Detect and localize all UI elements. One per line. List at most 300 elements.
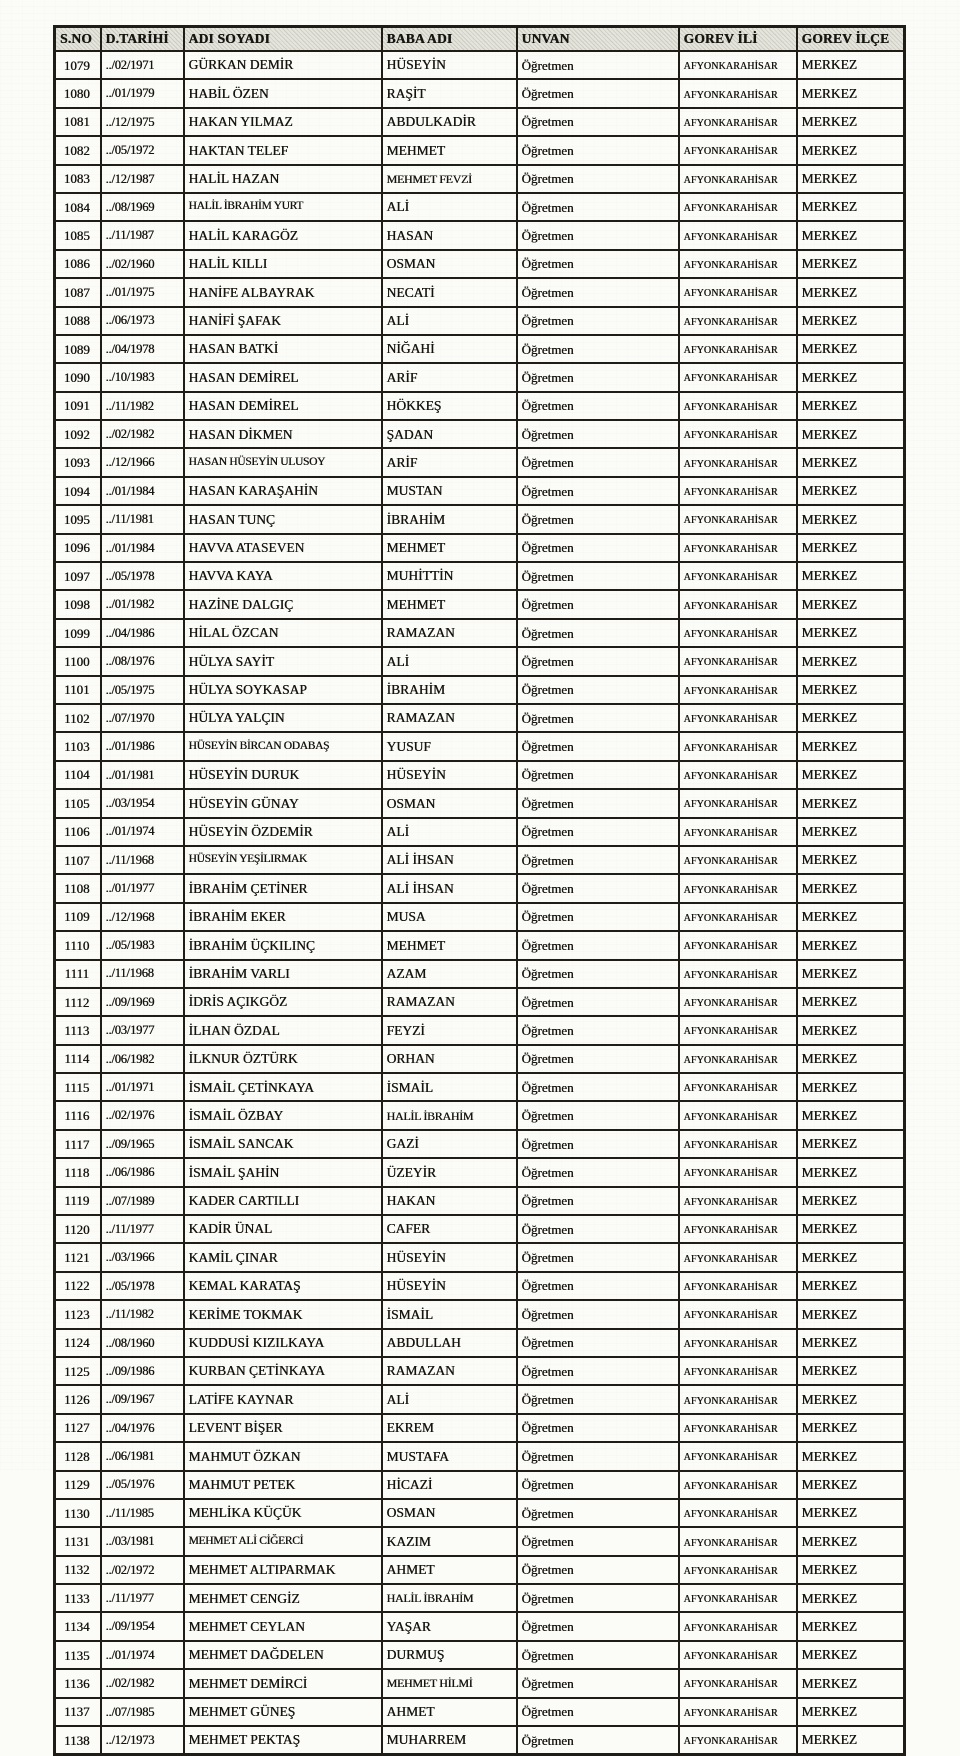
cell-gorev_ili: AFYONKARAHİSAR (679, 1329, 797, 1357)
cell-unvan: Öğretmen (517, 79, 679, 107)
cell-baba_adi: AZAM (382, 960, 517, 988)
cell-gorev_ili: AFYONKARAHİSAR (679, 420, 797, 448)
cell-gorev_ili: AFYONKARAHİSAR (679, 363, 797, 391)
table-row (55, 1612, 905, 1640)
cell-baba_adi: İSMAİL (382, 1300, 517, 1328)
cell-gorev_ilce: MERKEZ (797, 846, 905, 874)
column-header-unvan: UNVAN (517, 27, 679, 52)
cell-unvan: Öğretmen (517, 250, 679, 278)
cell-sno: 1089 (55, 335, 101, 363)
cell-gorev_ilce: MERKEZ (797, 448, 905, 476)
cell-dtarihi: ../02/1982 (101, 1669, 184, 1697)
cell-unvan: Öğretmen (517, 1612, 679, 1640)
cell-adi_soyadi: İSMAİL ŞAHİN (184, 1158, 382, 1186)
cell-sno: 1138 (55, 1726, 101, 1755)
table-header (55, 27, 905, 52)
cell-unvan: Öğretmen (517, 903, 679, 931)
cell-sno: 1083 (55, 165, 101, 193)
cell-unvan: Öğretmen (517, 988, 679, 1016)
cell-adi_soyadi: KADİR ÜNAL (184, 1215, 382, 1243)
cell-adi_soyadi: GÜRKAN DEMİR (184, 51, 382, 79)
cell-gorev_ilce: MERKEZ (797, 1357, 905, 1385)
cell-baba_adi: ALİ İHSAN (382, 874, 517, 902)
cell-gorev_ili: AFYONKARAHİSAR (679, 562, 797, 590)
cell-unvan: Öğretmen (517, 818, 679, 846)
cell-baba_adi: ALİ İHSAN (382, 846, 517, 874)
table-row (55, 619, 905, 647)
cell-sno: 1098 (55, 590, 101, 618)
table-row (55, 931, 905, 959)
cell-sno: 1132 (55, 1556, 101, 1584)
cell-gorev_ilce: MERKEZ (797, 505, 905, 533)
cell-adi_soyadi: HÜSEYİN YEŞİLIRMAK (184, 846, 382, 874)
cell-adi_soyadi: HALİL İBRAHİM YURT (184, 193, 382, 221)
cell-unvan: Öğretmen (517, 335, 679, 363)
cell-gorev_ili: AFYONKARAHİSAR (679, 307, 797, 335)
cell-baba_adi: AHMET (382, 1698, 517, 1726)
cell-unvan: Öğretmen (517, 1556, 679, 1584)
cell-gorev_ilce: MERKEZ (797, 1300, 905, 1328)
table-row (55, 1158, 905, 1186)
cell-gorev_ili: AFYONKARAHİSAR (679, 1073, 797, 1101)
table-row (55, 250, 905, 278)
cell-adi_soyadi: HAVVA KAYA (184, 562, 382, 590)
cell-adi_soyadi: HAKAN YILMAZ (184, 108, 382, 136)
cell-sno: 1084 (55, 193, 101, 221)
cell-dtarihi: ../05/1983 (101, 931, 184, 959)
cell-baba_adi: MEHMET (382, 590, 517, 618)
table-row (55, 1385, 905, 1413)
cell-gorev_ilce: MERKEZ (797, 1556, 905, 1584)
cell-dtarihi: ../11/1982 (101, 392, 184, 420)
cell-unvan: Öğretmen (517, 363, 679, 391)
cell-baba_adi: ÜZEYİR (382, 1158, 517, 1186)
cell-unvan: Öğretmen (517, 1073, 679, 1101)
cell-gorev_ili: AFYONKARAHİSAR (679, 1272, 797, 1300)
cell-unvan: Öğretmen (517, 1243, 679, 1271)
cell-gorev_ilce: MERKEZ (797, 1130, 905, 1158)
cell-gorev_ilce: MERKEZ (797, 1471, 905, 1499)
cell-adi_soyadi: HÜLYA SOYKASAP (184, 676, 382, 704)
cell-gorev_ili: AFYONKARAHİSAR (679, 51, 797, 79)
cell-baba_adi: RAMAZAN (382, 704, 517, 732)
cell-unvan: Öğretmen (517, 846, 679, 874)
cell-sno: 1112 (55, 988, 101, 1016)
cell-baba_adi: HÜSEYİN (382, 761, 517, 789)
cell-adi_soyadi: MEHMET DEMİRCİ (184, 1669, 382, 1697)
cell-sno: 1118 (55, 1158, 101, 1186)
cell-gorev_ilce: MERKEZ (797, 1016, 905, 1044)
cell-gorev_ilce: MERKEZ (797, 789, 905, 817)
table-row (55, 278, 905, 306)
cell-sno: 1090 (55, 363, 101, 391)
cell-dtarihi: ../06/1981 (101, 1442, 184, 1470)
cell-sno: 1114 (55, 1045, 101, 1073)
cell-baba_adi: FEYZİ (382, 1016, 517, 1044)
cell-dtarihi: ../11/1981 (101, 505, 184, 533)
cell-adi_soyadi: MAHMUT ÖZKAN (184, 1442, 382, 1470)
cell-baba_adi: DURMUŞ (382, 1641, 517, 1669)
cell-adi_soyadi: LATİFE KAYNAR (184, 1385, 382, 1413)
cell-sno: 1085 (55, 221, 101, 249)
cell-dtarihi: ../08/1976 (101, 647, 184, 675)
cell-gorev_ili: AFYONKARAHİSAR (679, 278, 797, 306)
cell-gorev_ilce: MERKEZ (797, 818, 905, 846)
table-row (55, 534, 905, 562)
cell-dtarihi: ../07/1989 (101, 1187, 184, 1215)
cell-adi_soyadi: MEHMET CEYLAN (184, 1612, 382, 1640)
cell-baba_adi: HALİL İBRAHİM (382, 1101, 517, 1129)
cell-adi_soyadi: KEMAL KARATAŞ (184, 1272, 382, 1300)
cell-gorev_ili: AFYONKARAHİSAR (679, 1556, 797, 1584)
table-row (55, 136, 905, 164)
cell-sno: 1103 (55, 732, 101, 760)
cell-dtarihi: ../11/1982 (101, 1300, 184, 1328)
cell-dtarihi: ../12/1966 (101, 448, 184, 476)
cell-dtarihi: ../01/1984 (101, 534, 184, 562)
table-row (55, 193, 905, 221)
cell-gorev_ilce: MERKEZ (797, 1726, 905, 1755)
table-row (55, 1130, 905, 1158)
cell-adi_soyadi: KAMİL ÇINAR (184, 1243, 382, 1271)
cell-gorev_ili: AFYONKARAHİSAR (679, 1300, 797, 1328)
cell-unvan: Öğretmen (517, 1726, 679, 1755)
cell-baba_adi: AHMET (382, 1556, 517, 1584)
cell-gorev_ilce: MERKEZ (797, 307, 905, 335)
cell-gorev_ilce: MERKEZ (797, 108, 905, 136)
cell-adi_soyadi: MAHMUT PETEK (184, 1471, 382, 1499)
cell-gorev_ilce: MERKEZ (797, 903, 905, 931)
cell-adi_soyadi: İBRAHİM ÜÇKILINÇ (184, 931, 382, 959)
cell-dtarihi: ../05/1978 (101, 562, 184, 590)
cell-gorev_ili: AFYONKARAHİSAR (679, 704, 797, 732)
cell-baba_adi: RAMAZAN (382, 619, 517, 647)
cell-sno: 1121 (55, 1243, 101, 1271)
cell-baba_adi: MEHMET HİLMİ (382, 1669, 517, 1697)
table-row (55, 1300, 905, 1328)
cell-dtarihi: ../01/1971 (101, 1073, 184, 1101)
cell-adi_soyadi: HAKTAN TELEF (184, 136, 382, 164)
cell-gorev_ili: AFYONKARAHİSAR (679, 1414, 797, 1442)
cell-gorev_ili: AFYONKARAHİSAR (679, 988, 797, 1016)
cell-adi_soyadi: İBRAHİM VARLI (184, 960, 382, 988)
cell-dtarihi: ../05/1972 (101, 136, 184, 164)
cell-gorev_ilce: MERKEZ (797, 619, 905, 647)
cell-unvan: Öğretmen (517, 647, 679, 675)
cell-dtarihi: ../03/1981 (101, 1527, 184, 1555)
cell-sno: 1082 (55, 136, 101, 164)
cell-sno: 1130 (55, 1499, 101, 1527)
table-row (55, 1669, 905, 1697)
table-body (55, 51, 905, 1755)
table-row (55, 1243, 905, 1271)
cell-sno: 1106 (55, 818, 101, 846)
cell-dtarihi: ../01/1974 (101, 1641, 184, 1669)
cell-gorev_ilce: MERKEZ (797, 477, 905, 505)
column-header-sno: S.NO (55, 27, 101, 52)
cell-gorev_ili: AFYONKARAHİSAR (679, 1669, 797, 1697)
cell-adi_soyadi: HANİFİ ŞAFAK (184, 307, 382, 335)
cell-baba_adi: MUHİTTİN (382, 562, 517, 590)
cell-baba_adi: RAŞİT (382, 79, 517, 107)
cell-gorev_ili: AFYONKARAHİSAR (679, 1045, 797, 1073)
cell-unvan: Öğretmen (517, 1158, 679, 1186)
cell-unvan: Öğretmen (517, 1016, 679, 1044)
cell-baba_adi: ALİ (382, 193, 517, 221)
cell-baba_adi: HASAN (382, 221, 517, 249)
table-row (55, 1442, 905, 1470)
cell-adi_soyadi: HÜSEYİN DURUK (184, 761, 382, 789)
cell-dtarihi: ../02/1972 (101, 1556, 184, 1584)
cell-gorev_ili: AFYONKARAHİSAR (679, 1385, 797, 1413)
cell-sno: 1095 (55, 505, 101, 533)
cell-unvan: Öğretmen (517, 1357, 679, 1385)
cell-dtarihi: ../03/1977 (101, 1016, 184, 1044)
cell-gorev_ilce: MERKEZ (797, 165, 905, 193)
cell-gorev_ili: AFYONKARAHİSAR (679, 534, 797, 562)
table-row (55, 505, 905, 533)
cell-sno: 1126 (55, 1385, 101, 1413)
cell-gorev_ili: AFYONKARAHİSAR (679, 1130, 797, 1158)
cell-dtarihi: ../07/1985 (101, 1698, 184, 1726)
cell-unvan: Öğretmen (517, 676, 679, 704)
cell-sno: 1135 (55, 1641, 101, 1669)
cell-unvan: Öğretmen (517, 1527, 679, 1555)
cell-baba_adi: İBRAHİM (382, 505, 517, 533)
table-row (55, 732, 905, 760)
cell-adi_soyadi: HİLAL ÖZCAN (184, 619, 382, 647)
cell-adi_soyadi: HASAN HÜSEYİN ULUSOY (184, 448, 382, 476)
cell-dtarihi: ../01/1986 (101, 732, 184, 760)
cell-gorev_ili: AFYONKARAHİSAR (679, 1357, 797, 1385)
table-row (55, 1016, 905, 1044)
cell-adi_soyadi: HÜSEYİN GÜNAY (184, 789, 382, 817)
cell-gorev_ili: AFYONKARAHİSAR (679, 250, 797, 278)
cell-gorev_ili: AFYONKARAHİSAR (679, 505, 797, 533)
cell-unvan: Öğretmen (517, 448, 679, 476)
column-header-gorev_ili: GOREV İLİ (679, 27, 797, 52)
cell-baba_adi: YAŞAR (382, 1612, 517, 1640)
cell-baba_adi: MUSTAN (382, 477, 517, 505)
cell-gorev_ilce: MERKEZ (797, 761, 905, 789)
cell-dtarihi: ../07/1970 (101, 704, 184, 732)
cell-dtarihi: ../12/1987 (101, 165, 184, 193)
cell-gorev_ilce: MERKEZ (797, 250, 905, 278)
table-row (55, 165, 905, 193)
cell-sno: 1101 (55, 676, 101, 704)
cell-baba_adi: CAFER (382, 1215, 517, 1243)
cell-gorev_ilce: MERKEZ (797, 1158, 905, 1186)
cell-unvan: Öğretmen (517, 477, 679, 505)
cell-sno: 1104 (55, 761, 101, 789)
cell-gorev_ilce: MERKEZ (797, 1101, 905, 1129)
cell-adi_soyadi: MEHMET PEKTAŞ (184, 1726, 382, 1755)
cell-adi_soyadi: HASAN BATKİ (184, 335, 382, 363)
cell-baba_adi: ALİ (382, 1385, 517, 1413)
cell-sno: 1100 (55, 647, 101, 675)
cell-gorev_ili: AFYONKARAHİSAR (679, 1726, 797, 1755)
cell-adi_soyadi: İSMAİL SANCAK (184, 1130, 382, 1158)
cell-baba_adi: MEHMET (382, 931, 517, 959)
cell-gorev_ilce: MERKEZ (797, 1527, 905, 1555)
table-row (55, 562, 905, 590)
cell-adi_soyadi: KURBAN ÇETİNKAYA (184, 1357, 382, 1385)
table-row (55, 420, 905, 448)
cell-dtarihi: ../08/1969 (101, 193, 184, 221)
cell-dtarihi: ../02/1976 (101, 1101, 184, 1129)
cell-dtarihi: ../12/1968 (101, 903, 184, 931)
cell-sno: 1115 (55, 1073, 101, 1101)
cell-dtarihi: ../04/1978 (101, 335, 184, 363)
cell-sno: 1131 (55, 1527, 101, 1555)
table-row (55, 988, 905, 1016)
cell-gorev_ili: AFYONKARAHİSAR (679, 619, 797, 647)
cell-baba_adi: HÜSEYİN (382, 51, 517, 79)
cell-dtarihi: ../11/1985 (101, 1499, 184, 1527)
cell-gorev_ili: AFYONKARAHİSAR (679, 732, 797, 760)
cell-sno: 1096 (55, 534, 101, 562)
cell-dtarihi: ../11/1987 (101, 221, 184, 249)
table-row (55, 874, 905, 902)
cell-adi_soyadi: İDRİS AÇIKGÖZ (184, 988, 382, 1016)
cell-gorev_ilce: MERKEZ (797, 221, 905, 249)
cell-unvan: Öğretmen (517, 704, 679, 732)
cell-unvan: Öğretmen (517, 392, 679, 420)
cell-baba_adi: ALİ (382, 818, 517, 846)
cell-dtarihi: ../01/1979 (101, 79, 184, 107)
table-row (55, 903, 905, 931)
table-row (55, 1101, 905, 1129)
cell-adi_soyadi: HÜLYA YALÇIN (184, 704, 382, 732)
table-row (55, 818, 905, 846)
cell-dtarihi: ../09/1967 (101, 1385, 184, 1413)
cell-gorev_ili: AFYONKARAHİSAR (679, 193, 797, 221)
cell-sno: 1079 (55, 51, 101, 79)
cell-gorev_ili: AFYONKARAHİSAR (679, 874, 797, 902)
cell-dtarihi: ../06/1986 (101, 1158, 184, 1186)
cell-gorev_ili: AFYONKARAHİSAR (679, 1158, 797, 1186)
cell-adi_soyadi: MEHMET CENGİZ (184, 1584, 382, 1612)
cell-gorev_ilce: MERKEZ (797, 1442, 905, 1470)
column-header-adi_soyadi: ADI SOYADI (184, 27, 382, 52)
cell-gorev_ilce: MERKEZ (797, 647, 905, 675)
cell-dtarihi: ../01/1974 (101, 818, 184, 846)
cell-dtarihi: ../01/1984 (101, 477, 184, 505)
cell-unvan: Öğretmen (517, 619, 679, 647)
cell-baba_adi: RAMAZAN (382, 988, 517, 1016)
table-row (55, 846, 905, 874)
cell-baba_adi: HÜSEYİN (382, 1272, 517, 1300)
cell-dtarihi: ../09/1965 (101, 1130, 184, 1158)
cell-gorev_ilce: MERKEZ (797, 1414, 905, 1442)
column-header-dtarihi: D.TARİHİ (101, 27, 184, 52)
cell-adi_soyadi: İSMAİL ÖZBAY (184, 1101, 382, 1129)
cell-gorev_ili: AFYONKARAHİSAR (679, 1527, 797, 1555)
cell-dtarihi: ../03/1966 (101, 1243, 184, 1271)
cell-adi_soyadi: MEHMET GÜNEŞ (184, 1698, 382, 1726)
cell-gorev_ili: AFYONKARAHİSAR (679, 818, 797, 846)
cell-dtarihi: ../02/1960 (101, 250, 184, 278)
cell-adi_soyadi: HALİL KILLI (184, 250, 382, 278)
table-row (55, 221, 905, 249)
cell-baba_adi: ARİF (382, 363, 517, 391)
cell-adi_soyadi: HÜSEYİN BİRCAN ODABAŞ (184, 732, 382, 760)
cell-dtarihi: ../11/1968 (101, 960, 184, 988)
cell-gorev_ili: AFYONKARAHİSAR (679, 1187, 797, 1215)
cell-baba_adi: ALİ (382, 647, 517, 675)
cell-sno: 1133 (55, 1584, 101, 1612)
cell-baba_adi: OSMAN (382, 1499, 517, 1527)
table-row (55, 1272, 905, 1300)
table-row (55, 1584, 905, 1612)
cell-gorev_ili: AFYONKARAHİSAR (679, 846, 797, 874)
cell-gorev_ilce: MERKEZ (797, 704, 905, 732)
cell-adi_soyadi: HALİL HAZAN (184, 165, 382, 193)
cell-unvan: Öğretmen (517, 874, 679, 902)
table-row (55, 960, 905, 988)
cell-unvan: Öğretmen (517, 1698, 679, 1726)
cell-dtarihi: ../04/1986 (101, 619, 184, 647)
cell-unvan: Öğretmen (517, 165, 679, 193)
table-row (55, 676, 905, 704)
cell-adi_soyadi: İBRAHİM EKER (184, 903, 382, 931)
cell-baba_adi: NİĞAHİ (382, 335, 517, 363)
cell-baba_adi: ORHAN (382, 1045, 517, 1073)
cell-adi_soyadi: İLHAN ÖZDAL (184, 1016, 382, 1044)
cell-gorev_ili: AFYONKARAHİSAR (679, 448, 797, 476)
cell-sno: 1094 (55, 477, 101, 505)
cell-dtarihi: ../02/1971 (101, 51, 184, 79)
cell-gorev_ili: AFYONKARAHİSAR (679, 1698, 797, 1726)
cell-dtarihi: ../05/1978 (101, 1272, 184, 1300)
table-row (55, 363, 905, 391)
cell-dtarihi: ../09/1954 (101, 1612, 184, 1640)
cell-gorev_ilce: MERKEZ (797, 590, 905, 618)
cell-adi_soyadi: KERİME TOKMAK (184, 1300, 382, 1328)
cell-sno: 1087 (55, 278, 101, 306)
cell-sno: 1123 (55, 1300, 101, 1328)
table-row (55, 448, 905, 476)
cell-baba_adi: HAKAN (382, 1187, 517, 1215)
cell-gorev_ilce: MERKEZ (797, 1612, 905, 1640)
table-row (55, 1045, 905, 1073)
cell-baba_adi: ŞADAN (382, 420, 517, 448)
cell-sno: 1122 (55, 1272, 101, 1300)
cell-gorev_ilce: MERKEZ (797, 392, 905, 420)
cell-dtarihi: ../02/1982 (101, 420, 184, 448)
cell-gorev_ili: AFYONKARAHİSAR (679, 1641, 797, 1669)
cell-adi_soyadi: HASAN DEMİREL (184, 363, 382, 391)
cell-sno: 1097 (55, 562, 101, 590)
cell-sno: 1120 (55, 1215, 101, 1243)
cell-gorev_ilce: MERKEZ (797, 51, 905, 79)
cell-unvan: Öğretmen (517, 1101, 679, 1129)
cell-unvan: Öğretmen (517, 136, 679, 164)
cell-unvan: Öğretmen (517, 221, 679, 249)
cell-baba_adi: HÜSEYİN (382, 1243, 517, 1271)
table-row (55, 590, 905, 618)
cell-gorev_ilce: MERKEZ (797, 79, 905, 107)
cell-baba_adi: MUSTAFA (382, 1442, 517, 1470)
table-row (55, 108, 905, 136)
cell-baba_adi: HÖKKEŞ (382, 392, 517, 420)
cell-unvan: Öğretmen (517, 1385, 679, 1413)
cell-adi_soyadi: HAZİNE DALGIÇ (184, 590, 382, 618)
cell-gorev_ilce: MERKEZ (797, 136, 905, 164)
cell-adi_soyadi: HASAN DEMİREL (184, 392, 382, 420)
cell-sno: 1093 (55, 448, 101, 476)
cell-dtarihi: ../06/1973 (101, 307, 184, 335)
